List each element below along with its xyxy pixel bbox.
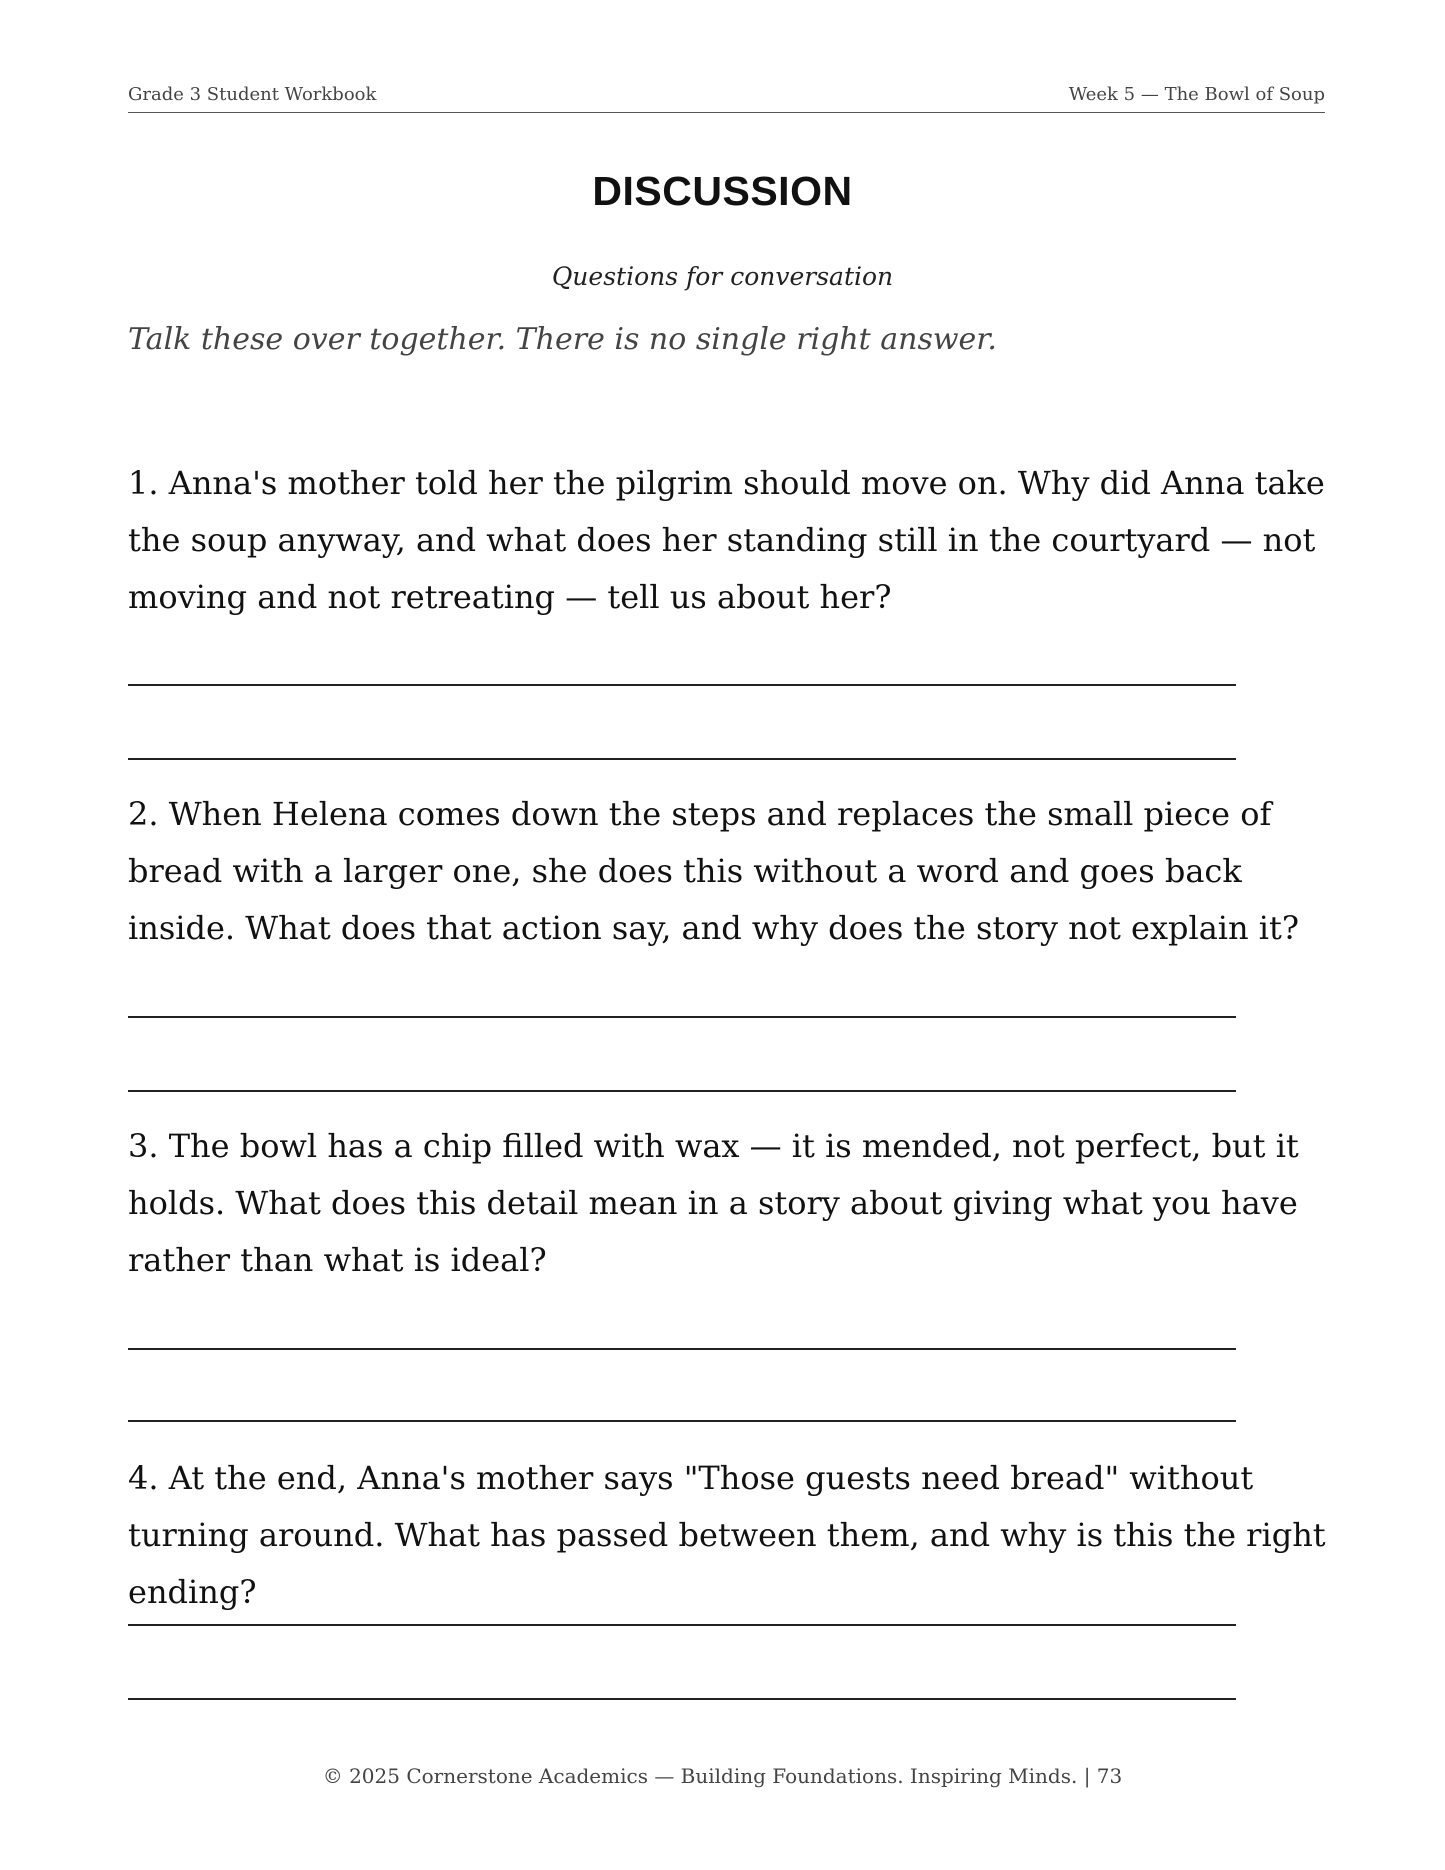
answer-line-2b[interactable]	[128, 1090, 1236, 1092]
page-subtitle: Questions for conversation	[551, 262, 894, 291]
answer-line-3a[interactable]	[128, 1348, 1236, 1350]
page-title: DISCUSSION	[592, 168, 853, 214]
page-header	[128, 82, 1325, 113]
answer-line-2a[interactable]	[128, 1016, 1236, 1018]
page-footer: © 2025 Cornerstone Academics — Building Foundations. Inspiring Minds. | 73	[322, 1764, 1123, 1788]
answer-line-3b[interactable]	[128, 1420, 1236, 1422]
header-workbook-title: Grade 3 Student Workbook	[128, 84, 377, 105]
question-4: 4. At the end, Anna's mother says "Those guests need bread" without turning around. What has passed between them, and why is this the right ending?	[128, 1459, 1326, 1611]
answer-line-1a[interactable]	[128, 684, 1236, 686]
answer-line-4b[interactable]	[128, 1698, 1236, 1700]
question-2: 2. When Helena comes down the steps and replaces the small piece of bread with a larger one, she does this without a word and goes back inside. What does that action say, and why does the story not explain it?	[128, 795, 1300, 947]
answer-line-1b[interactable]	[128, 758, 1236, 760]
intro-text: Talk these over together. There is no single right answer.	[128, 322, 997, 357]
answer-line-4a[interactable]	[128, 1624, 1236, 1626]
header-week-title: Week 5 — The Bowl of Soup	[1068, 84, 1325, 105]
question-1: 1. Anna's mother told her the pilgrim should move on. Why did Anna take the soup anyway, and what does her standing still in the courtyard — not moving and not retreating — tell us about her?	[128, 464, 1325, 616]
question-3: 3. The bowl has a chip filled with wax — it is mended, not perfect, but it holds. What does this detail mean in a story about giving what you have rather than what is ideal?	[128, 1127, 1299, 1279]
